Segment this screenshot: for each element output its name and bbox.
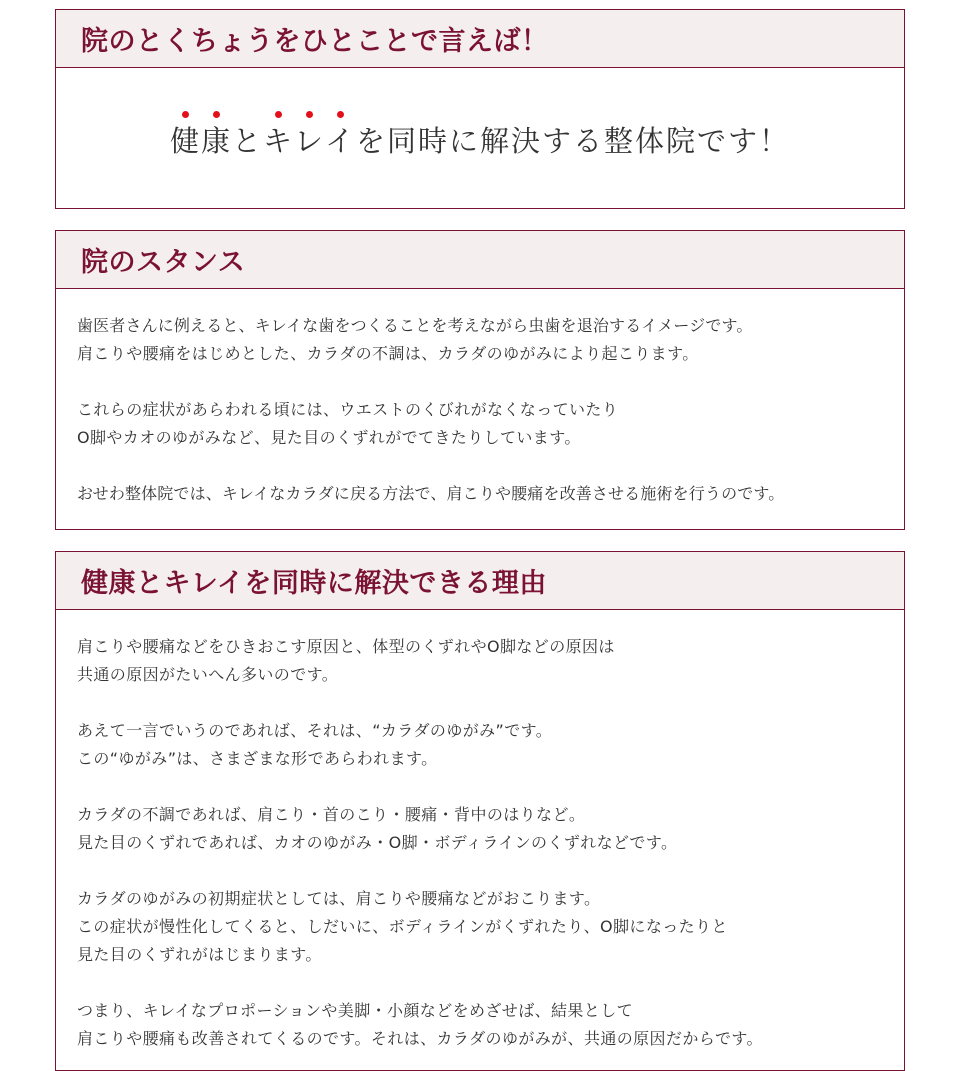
tagline-particle: と bbox=[231, 124, 263, 158]
stance-section bbox=[55, 230, 905, 530]
reason-paragraph bbox=[77, 997, 884, 1053]
tagline bbox=[170, 115, 790, 160]
text-line: 肩こりや腰痛も改善されてくるのです。それは、カラダのゆがみが、共通の原因だからです。 bbox=[77, 1029, 763, 1048]
feature-header bbox=[56, 10, 904, 68]
feature-section bbox=[55, 9, 905, 209]
text-line: カラダのゆがみの初期症状としては、肩こりや腰痛などがおこります。 bbox=[77, 889, 601, 908]
reason-section bbox=[55, 551, 905, 1071]
reason-title: 健康とキレイを同時に解決できる理由 bbox=[81, 568, 547, 599]
stance-header bbox=[56, 231, 904, 289]
tagline-rest: を同時に解決する整体院です！ bbox=[356, 124, 791, 158]
text-line: O脚やカオのゆがみなど、見た目のくずれがでてきたりしています。 bbox=[77, 428, 581, 447]
emphasis-char: 康 bbox=[201, 119, 232, 160]
feature-title: 院のとくちょうをひとことで言えば！ bbox=[81, 26, 549, 57]
text-line: この症状が慢性化してくると、しだいに、ボディラインがくずれたり、O脚になったりと bbox=[77, 917, 728, 936]
stance-title: 院のスタンス bbox=[81, 247, 246, 278]
text-line: 肩こりや腰痛をはじめとした、カラダの不調は、カラダのゆがみにより起こります。 bbox=[77, 344, 699, 363]
text-line: つまり、キレイなプロポーションや美脚・小顔などをめざせば、結果として bbox=[77, 1001, 634, 1020]
reason-paragraph bbox=[77, 633, 884, 689]
text-line: 見た目のくずれであれば、カオのゆがみ・O脚・ボディラインのくずれなどです。 bbox=[77, 833, 678, 852]
emphasis-char: 健 bbox=[170, 119, 201, 160]
reason-body bbox=[56, 610, 904, 1053]
stance-paragraph bbox=[77, 480, 884, 508]
tagline-container bbox=[56, 68, 904, 207]
stance-paragraph bbox=[77, 396, 884, 452]
text-line: カラダの不調であれば、肩こり・首のこり・腰痛・背中のはりなど。 bbox=[77, 805, 586, 824]
stance-body bbox=[56, 289, 904, 508]
reason-paragraph bbox=[77, 801, 884, 857]
text-line: おせわ整体院では、キレイなカラダに戻る方法で、肩こりや腰痛を改善させる施術を行うのです。 bbox=[77, 484, 785, 503]
emphasis-char: レ bbox=[294, 119, 325, 160]
reason-paragraph bbox=[77, 885, 884, 969]
text-line: これらの症状があらわれる頃には、ウエストのくびれがなくなっていたり bbox=[77, 400, 619, 419]
text-line: この“ゆがみ”は、さまざまな形であらわれます。 bbox=[77, 749, 438, 768]
reason-header bbox=[56, 552, 904, 610]
text-line: 共通の原因がたいへん多いのです。 bbox=[77, 665, 339, 684]
text-line: 歯医者さんに例えると、キレイな歯をつくることを考えながら虫歯を退治するイメージです。 bbox=[77, 316, 753, 335]
text-line: 肩こりや腰痛などをひきおこす原因と、体型のくずれやO脚などの原因は bbox=[77, 637, 615, 656]
stance-paragraph bbox=[77, 312, 884, 368]
reason-paragraph bbox=[77, 717, 884, 773]
emphasis-char: キ bbox=[263, 119, 294, 160]
text-line: 見た目のくずれがはじまります。 bbox=[77, 945, 322, 964]
emphasis-char: イ bbox=[325, 119, 356, 160]
text-line: あえて一言でいうのであれば、それは、“カラダのゆがみ”です。 bbox=[77, 721, 553, 740]
